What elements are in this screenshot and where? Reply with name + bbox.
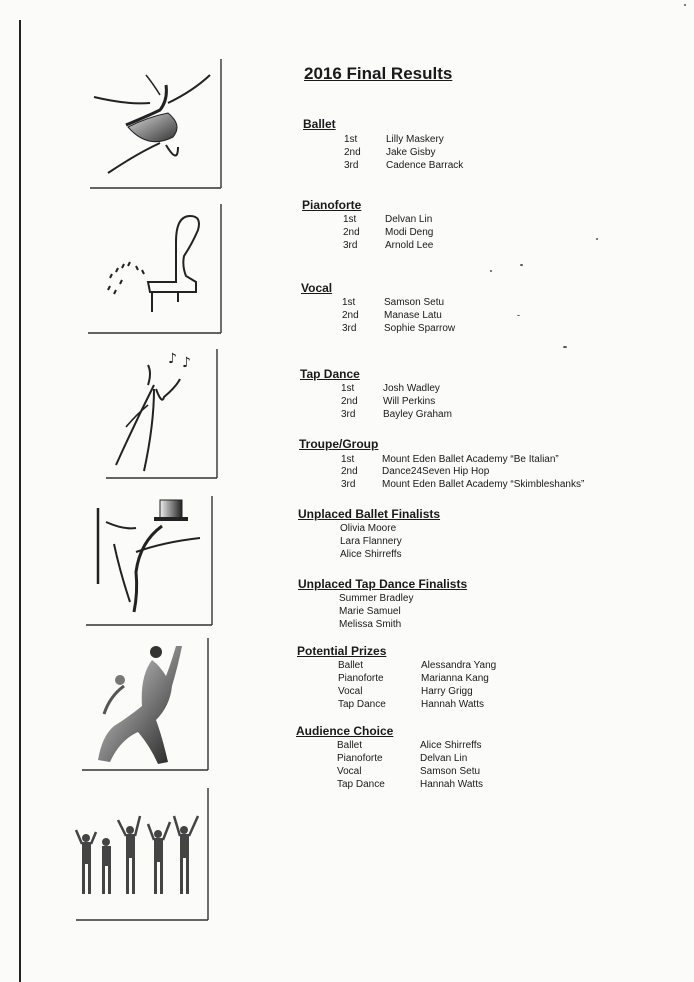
- finalist-name: Melissa Smith: [339, 619, 402, 630]
- result-name: Bayley Graham: [383, 409, 452, 420]
- prize-name: Alice Shirreffs: [420, 740, 482, 751]
- piano-illustration: [86, 200, 228, 336]
- section-heading-unplaced-ballet: Unplaced Ballet Finalists: [298, 507, 441, 521]
- result-name: Arnold Lee: [385, 240, 434, 251]
- prize-name: Alessandra Yang: [421, 660, 497, 671]
- result-place: 1st: [344, 134, 358, 145]
- result-name: Mount Eden Ballet Academy “Be Italian”: [382, 454, 559, 465]
- result-place: 3rd: [344, 160, 359, 171]
- result-place: 1st: [342, 297, 356, 308]
- result-name: Will Perkins: [383, 396, 436, 407]
- prize-category: Pianoforte: [337, 753, 383, 764]
- scan-speck: [520, 264, 523, 266]
- result-place: 3rd: [343, 240, 358, 251]
- section-heading-unplaced-tap: Unplaced Tap Dance Finalists: [298, 577, 468, 591]
- result-place: 2nd: [341, 466, 358, 477]
- result-place: 3rd: [342, 323, 357, 334]
- result-place: 3rd: [341, 479, 356, 490]
- section-heading-potential-prizes: Potential Prizes: [297, 644, 387, 658]
- prize-category: Pianoforte: [338, 673, 384, 684]
- section-heading-ballet: Ballet: [303, 117, 336, 131]
- result-name: Samson Setu: [384, 297, 445, 308]
- prize-name: Hannah Watts: [421, 699, 484, 710]
- prize-name: Harry Grigg: [421, 686, 473, 697]
- result-name: Dance24Seven Hip Hop: [382, 466, 490, 477]
- svg-text:♪: ♪: [182, 355, 191, 371]
- prize-name: Hannah Watts: [420, 779, 483, 790]
- prize-category: Tap Dance: [337, 779, 385, 790]
- svg-text:♪: ♪: [168, 351, 177, 367]
- ballerina-illustration: [88, 55, 228, 191]
- result-place: 2nd: [344, 147, 361, 158]
- page-scan-edge: [19, 20, 21, 982]
- finalist-name: Summer Bradley: [339, 593, 414, 604]
- result-place: 1st: [343, 214, 357, 225]
- scan-speck: [563, 346, 567, 348]
- result-name: Modi Deng: [385, 227, 434, 238]
- result-place: 1st: [341, 454, 355, 465]
- result-name: Manase Latu: [384, 310, 442, 321]
- result-name: Mount Eden Ballet Academy “Skimbleshanks”: [382, 479, 585, 490]
- page-title: 2016 Final Results: [304, 64, 453, 83]
- prize-name: Marianna Kang: [421, 673, 489, 684]
- finalist-name: Olivia Moore: [340, 523, 397, 534]
- tap-dancer-illustration: [84, 492, 218, 628]
- section-heading-tap-dance: Tap Dance: [300, 367, 360, 381]
- section-heading-troupe-group: Troupe/Group: [299, 437, 379, 451]
- result-place: 2nd: [342, 310, 359, 321]
- dance-couple-illustration: [80, 636, 214, 776]
- result-name: Josh Wadley: [383, 383, 440, 394]
- prize-name: Delvan Lin: [420, 753, 468, 764]
- result-place: 2nd: [341, 396, 358, 407]
- section-heading-audience-choice: Audience Choice: [296, 724, 394, 738]
- section-heading-pianoforte: Pianoforte: [302, 198, 362, 212]
- prize-name: Samson Setu: [420, 766, 481, 777]
- finalist-name: Alice Shirreffs: [340, 549, 402, 560]
- result-name: Lilly Maskery: [386, 134, 444, 145]
- result-name: Cadence Barrack: [386, 160, 464, 171]
- result-place: 1st: [341, 383, 355, 394]
- result-name: Delvan Lin: [385, 214, 433, 225]
- result-name: Sophie Sparrow: [384, 323, 456, 334]
- section-heading-vocal: Vocal: [301, 281, 333, 295]
- finalist-name: Lara Flannery: [340, 536, 402, 547]
- scan-speck: [684, 4, 686, 6]
- prize-category: Vocal: [337, 766, 362, 777]
- result-place: 3rd: [341, 409, 356, 420]
- result-place: 2nd: [343, 227, 360, 238]
- dance-troupe-illustration: [74, 786, 216, 926]
- finalist-name: Marie Samuel: [339, 606, 401, 617]
- scan-speck: [490, 270, 492, 272]
- prize-category: Ballet: [338, 660, 364, 671]
- prize-category: Ballet: [337, 740, 363, 751]
- prize-category: Tap Dance: [338, 699, 386, 710]
- scan-speck: [596, 238, 598, 240]
- result-name: Jake Gisby: [386, 147, 436, 158]
- singer-illustration: [104, 345, 224, 485]
- scan-speck: [517, 315, 520, 316]
- prize-category: Vocal: [338, 686, 363, 697]
